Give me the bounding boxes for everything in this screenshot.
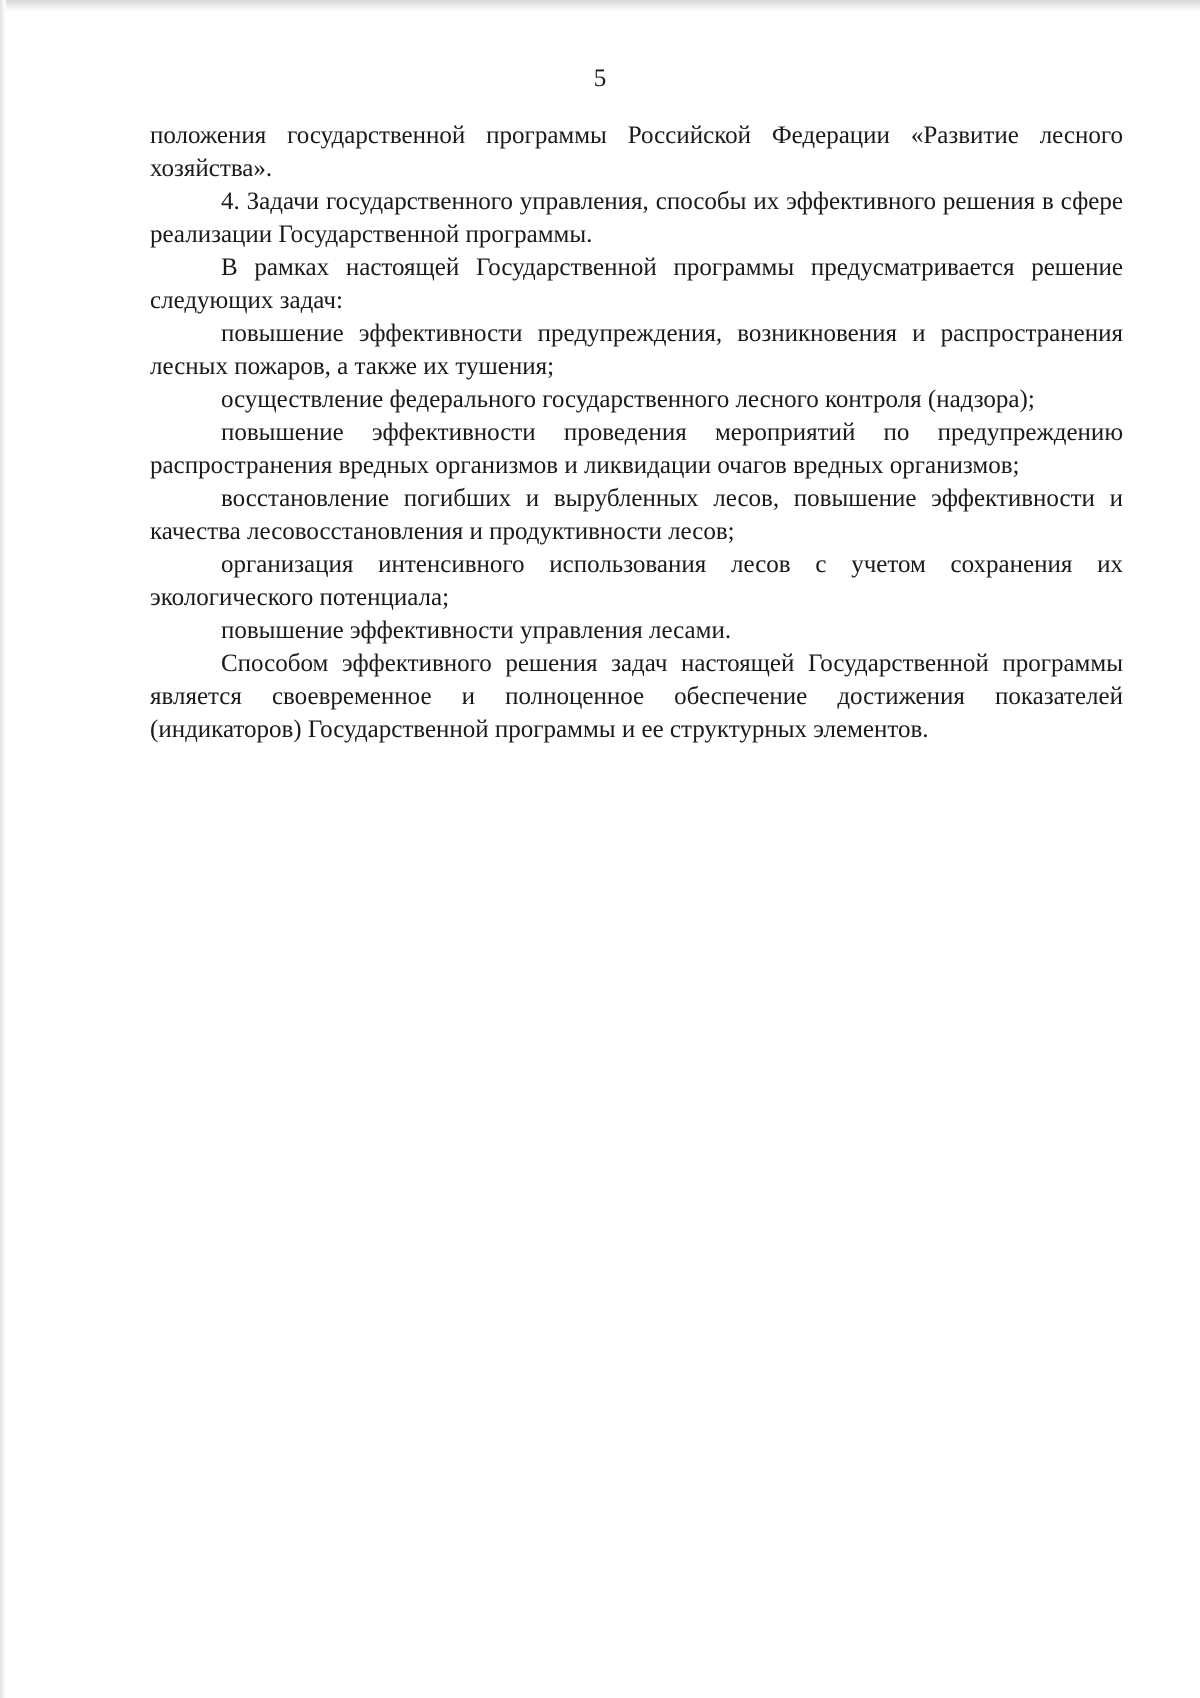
page-number: 5 xyxy=(593,65,607,92)
paragraph-method: Способом эффективного решения задач настоящей Государственной программы является своевременное и полноценное обеспечение достижения показателей (индикаторов) Государственной программы и ее структурных элементов. xyxy=(150,650,1123,743)
paragraph-tasks-intro: В рамках настоящей Государственной программы предусматривается решение следующих задач: xyxy=(150,254,1123,314)
scan-edge-left xyxy=(0,0,6,1698)
paragraph-task-forest-use: организация интенсивного использования лесов с учетом сохранения их экологического потенциала; xyxy=(150,551,1123,611)
paragraph-task-control: осуществление федерального государственного лесного контроля (надзора); xyxy=(221,386,1035,413)
paragraph-continuation: положения государственной программы Российской Федерации «Развитие лесного хозяйства». xyxy=(150,122,1123,182)
paragraph-section-4-heading: 4. Задачи государственного управления, способы их эффективного решения в сфере реализации Государственной программы. xyxy=(150,188,1123,248)
scan-edge-top xyxy=(0,0,1200,12)
paragraph-task-reforestation: восстановление погибших и вырубленных лесов, повышение эффективности и качества лесовосстановления и продуктивности лесов; xyxy=(150,485,1123,545)
paragraph-task-management: повышение эффективности управления лесами. xyxy=(221,617,732,644)
paragraph-task-fires: повышение эффективности предупреждения, возникновения и распространения лесных пожаров, а также их тушения; xyxy=(150,320,1123,380)
paragraph-task-pests: повышение эффективности проведения мероприятий по предупреждению распространения вредных организмов и ликвидации очагов вредных организмов; xyxy=(150,419,1123,479)
document-body xyxy=(150,119,1123,746)
